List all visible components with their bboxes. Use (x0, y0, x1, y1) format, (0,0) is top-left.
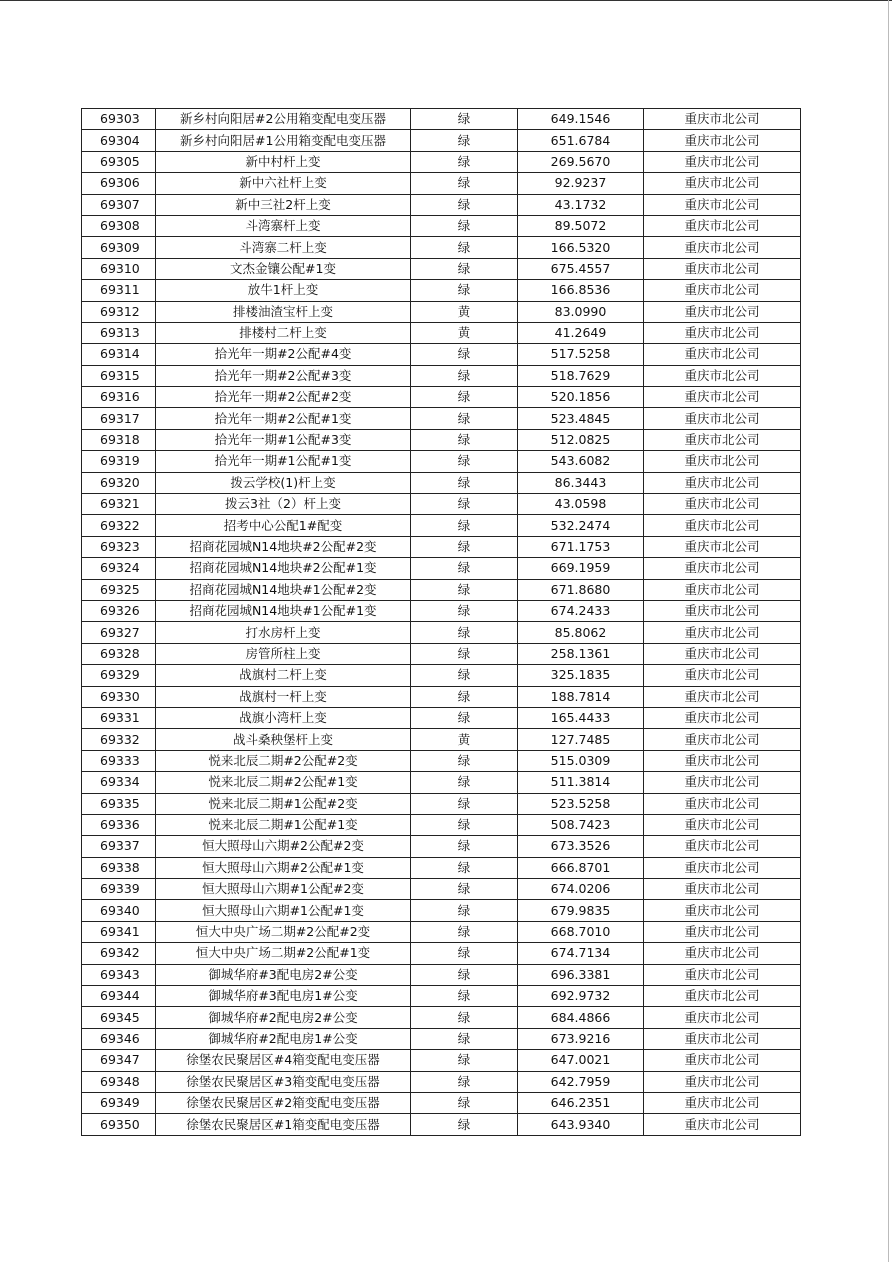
cell-id: 69327 (82, 622, 156, 643)
cell-value: 41.2649 (518, 322, 644, 343)
table-row (82, 322, 801, 343)
cell-value: 43.1732 (518, 194, 644, 215)
cell-company: 重庆市北公司 (644, 429, 801, 450)
cell-status: 绿 (411, 686, 518, 707)
cell-id: 69339 (82, 879, 156, 900)
cell-company: 重庆市北公司 (644, 707, 801, 728)
cell-name: 招商花园城N14地块#2公配#2变 (156, 536, 411, 557)
cell-company: 重庆市北公司 (644, 750, 801, 771)
cell-status: 绿 (411, 429, 518, 450)
table-row (82, 258, 801, 279)
cell-id: 69324 (82, 558, 156, 579)
cell-id: 69309 (82, 237, 156, 258)
cell-company: 重庆市北公司 (644, 964, 801, 985)
table-row (82, 772, 801, 793)
cell-name: 拾光年一期#1公配#3变 (156, 429, 411, 450)
cell-id: 69345 (82, 1007, 156, 1028)
cell-company: 重庆市北公司 (644, 130, 801, 151)
cell-id: 69331 (82, 707, 156, 728)
cell-company: 重庆市北公司 (644, 408, 801, 429)
cell-value: 89.5072 (518, 215, 644, 236)
cell-value: 647.0021 (518, 1050, 644, 1071)
table-row (82, 879, 801, 900)
cell-company: 重庆市北公司 (644, 921, 801, 942)
table-row (82, 301, 801, 322)
cell-value: 269.5670 (518, 151, 644, 172)
cell-value: 684.4866 (518, 1007, 644, 1028)
cell-company: 重庆市北公司 (644, 237, 801, 258)
cell-status: 绿 (411, 750, 518, 771)
cell-value: 649.1546 (518, 109, 644, 130)
cell-name: 招考中心公配1#配变 (156, 515, 411, 536)
cell-company: 重庆市北公司 (644, 772, 801, 793)
table-row (82, 237, 801, 258)
page-right-edge (888, 0, 889, 1262)
cell-name: 御城华府#2配电房2#公变 (156, 1007, 411, 1028)
cell-status: 绿 (411, 1071, 518, 1092)
cell-id: 69349 (82, 1092, 156, 1113)
table-row (82, 1050, 801, 1071)
transformer-table (81, 108, 801, 1136)
cell-status: 绿 (411, 1050, 518, 1071)
cell-status: 绿 (411, 665, 518, 686)
cell-name: 悦来北辰二期#2公配#2变 (156, 750, 411, 771)
cell-name: 斗湾寨二杆上变 (156, 237, 411, 258)
cell-value: 523.4845 (518, 408, 644, 429)
cell-company: 重庆市北公司 (644, 258, 801, 279)
cell-status: 绿 (411, 408, 518, 429)
cell-name: 恒大照母山六期#1公配#1变 (156, 900, 411, 921)
cell-company: 重庆市北公司 (644, 515, 801, 536)
table-row (82, 1071, 801, 1092)
cell-id: 69303 (82, 109, 156, 130)
table-row (82, 451, 801, 472)
cell-id: 69344 (82, 986, 156, 1007)
cell-company: 重庆市北公司 (644, 280, 801, 301)
table-row (82, 600, 801, 621)
cell-value: 166.8536 (518, 280, 644, 301)
cell-status: 黄 (411, 729, 518, 750)
cell-company: 重庆市北公司 (644, 729, 801, 750)
cell-id: 69307 (82, 194, 156, 215)
cell-name: 战斗桑秧堡杆上变 (156, 729, 411, 750)
cell-name: 房管所柱上变 (156, 643, 411, 664)
cell-value: 532.2474 (518, 515, 644, 536)
cell-value: 673.9216 (518, 1028, 644, 1049)
cell-name: 拾光年一期#2公配#2变 (156, 387, 411, 408)
cell-id: 69333 (82, 750, 156, 771)
cell-value: 517.5258 (518, 344, 644, 365)
table-row (82, 515, 801, 536)
table-row (82, 750, 801, 771)
table-row (82, 857, 801, 878)
cell-name: 文杰金镶公配#1变 (156, 258, 411, 279)
cell-id: 69319 (82, 451, 156, 472)
cell-status: 绿 (411, 1092, 518, 1113)
cell-name: 排楼油渣宝杆上变 (156, 301, 411, 322)
cell-company: 重庆市北公司 (644, 1071, 801, 1092)
cell-name: 徐堡农民聚居区#1箱变配电变压器 (156, 1114, 411, 1135)
cell-company: 重庆市北公司 (644, 814, 801, 835)
cell-company: 重庆市北公司 (644, 943, 801, 964)
cell-id: 69350 (82, 1114, 156, 1135)
cell-id: 69347 (82, 1050, 156, 1071)
cell-name: 拨云3社（2）杆上变 (156, 494, 411, 515)
cell-status: 绿 (411, 109, 518, 130)
cell-value: 543.6082 (518, 451, 644, 472)
cell-status: 绿 (411, 943, 518, 964)
cell-company: 重庆市北公司 (644, 1028, 801, 1049)
cell-id: 69313 (82, 322, 156, 343)
cell-name: 打水房杆上变 (156, 622, 411, 643)
cell-company: 重庆市北公司 (644, 1092, 801, 1113)
cell-company: 重庆市北公司 (644, 1114, 801, 1135)
cell-status: 绿 (411, 707, 518, 728)
cell-value: 165.4433 (518, 707, 644, 728)
cell-id: 69320 (82, 472, 156, 493)
table-row (82, 686, 801, 707)
cell-status: 绿 (411, 494, 518, 515)
cell-company: 重庆市北公司 (644, 387, 801, 408)
cell-name: 悦来北辰二期#2公配#1变 (156, 772, 411, 793)
cell-id: 69338 (82, 857, 156, 878)
cell-name: 御城华府#3配电房2#公变 (156, 964, 411, 985)
table-row (82, 194, 801, 215)
table-row (82, 215, 801, 236)
table-row (82, 280, 801, 301)
cell-value: 651.6784 (518, 130, 644, 151)
cell-id: 69337 (82, 836, 156, 857)
cell-id: 69321 (82, 494, 156, 515)
cell-status: 绿 (411, 1028, 518, 1049)
cell-status: 黄 (411, 322, 518, 343)
cell-value: 646.2351 (518, 1092, 644, 1113)
cell-name: 招商花园城N14地块#1公配#2变 (156, 579, 411, 600)
table-row (82, 622, 801, 643)
cell-name: 新乡村向阳居#1公用箱变配电变压器 (156, 130, 411, 151)
cell-company: 重庆市北公司 (644, 836, 801, 857)
table-row (82, 1007, 801, 1028)
cell-status: 绿 (411, 451, 518, 472)
cell-name: 悦来北辰二期#1公配#2变 (156, 793, 411, 814)
cell-value: 671.1753 (518, 536, 644, 557)
cell-name: 招商花园城N14地块#2公配#1变 (156, 558, 411, 579)
cell-value: 666.8701 (518, 857, 644, 878)
table-row (82, 579, 801, 600)
table-row (82, 130, 801, 151)
cell-status: 绿 (411, 579, 518, 600)
cell-id: 69334 (82, 772, 156, 793)
cell-id: 69335 (82, 793, 156, 814)
table-row (82, 707, 801, 728)
table-row (82, 986, 801, 1007)
cell-id: 69336 (82, 814, 156, 835)
cell-value: 325.1835 (518, 665, 644, 686)
cell-company: 重庆市北公司 (644, 579, 801, 600)
table-row (82, 943, 801, 964)
cell-company: 重庆市北公司 (644, 472, 801, 493)
cell-name: 新乡村向阳居#2公用箱变配电变压器 (156, 109, 411, 130)
cell-id: 69312 (82, 301, 156, 322)
cell-company: 重庆市北公司 (644, 879, 801, 900)
cell-name: 恒大照母山六期#2公配#2变 (156, 836, 411, 857)
cell-status: 绿 (411, 814, 518, 835)
cell-status: 黄 (411, 301, 518, 322)
cell-status: 绿 (411, 472, 518, 493)
cell-name: 恒大中央广场二期#2公配#2变 (156, 921, 411, 942)
cell-id: 69305 (82, 151, 156, 172)
table-row (82, 429, 801, 450)
cell-value: 674.0206 (518, 879, 644, 900)
cell-id: 69343 (82, 964, 156, 985)
table-row (82, 1028, 801, 1049)
cell-value: 696.3381 (518, 964, 644, 985)
cell-company: 重庆市北公司 (644, 301, 801, 322)
cell-company: 重庆市北公司 (644, 1007, 801, 1028)
cell-value: 668.7010 (518, 921, 644, 942)
cell-id: 69304 (82, 130, 156, 151)
cell-value: 85.8062 (518, 622, 644, 643)
cell-status: 绿 (411, 237, 518, 258)
table-row (82, 151, 801, 172)
cell-name: 战旗村一杆上变 (156, 686, 411, 707)
table-row (82, 729, 801, 750)
cell-id: 69323 (82, 536, 156, 557)
cell-status: 绿 (411, 622, 518, 643)
cell-status: 绿 (411, 921, 518, 942)
cell-status: 绿 (411, 280, 518, 301)
cell-company: 重庆市北公司 (644, 558, 801, 579)
cell-name: 徐堡农民聚居区#2箱变配电变压器 (156, 1092, 411, 1113)
cell-status: 绿 (411, 258, 518, 279)
cell-id: 69316 (82, 387, 156, 408)
table-row (82, 900, 801, 921)
cell-value: 92.9237 (518, 173, 644, 194)
table-row (82, 365, 801, 386)
cell-id: 69314 (82, 344, 156, 365)
table-row (82, 814, 801, 835)
cell-name: 招商花园城N14地块#1公配#1变 (156, 600, 411, 621)
cell-name: 战旗村二杆上变 (156, 665, 411, 686)
cell-id: 69325 (82, 579, 156, 600)
cell-value: 673.3526 (518, 836, 644, 857)
cell-value: 86.3443 (518, 472, 644, 493)
cell-status: 绿 (411, 1114, 518, 1135)
cell-status: 绿 (411, 793, 518, 814)
cell-status: 绿 (411, 515, 518, 536)
cell-company: 重庆市北公司 (644, 857, 801, 878)
table-row (82, 1114, 801, 1135)
cell-company: 重庆市北公司 (644, 686, 801, 707)
cell-value: 511.3814 (518, 772, 644, 793)
table-row (82, 387, 801, 408)
table-row (82, 793, 801, 814)
cell-id: 69329 (82, 665, 156, 686)
cell-value: 643.9340 (518, 1114, 644, 1135)
cell-status: 绿 (411, 964, 518, 985)
cell-company: 重庆市北公司 (644, 643, 801, 664)
cell-company: 重庆市北公司 (644, 365, 801, 386)
cell-value: 258.1361 (518, 643, 644, 664)
cell-company: 重庆市北公司 (644, 344, 801, 365)
cell-value: 515.0309 (518, 750, 644, 771)
table-row (82, 536, 801, 557)
cell-status: 绿 (411, 986, 518, 1007)
cell-status: 绿 (411, 1007, 518, 1028)
cell-company: 重庆市北公司 (644, 622, 801, 643)
cell-status: 绿 (411, 836, 518, 857)
table-row (82, 1092, 801, 1113)
cell-value: 674.2433 (518, 600, 644, 621)
cell-status: 绿 (411, 215, 518, 236)
cell-value: 674.7134 (518, 943, 644, 964)
table-row (82, 344, 801, 365)
cell-value: 83.0990 (518, 301, 644, 322)
cell-id: 69340 (82, 900, 156, 921)
cell-id: 69332 (82, 729, 156, 750)
table-row (82, 494, 801, 515)
cell-value: 671.8680 (518, 579, 644, 600)
cell-name: 徐堡农民聚居区#3箱变配电变压器 (156, 1071, 411, 1092)
table-row (82, 558, 801, 579)
cell-status: 绿 (411, 365, 518, 386)
table-row (82, 109, 801, 130)
cell-value: 520.1856 (518, 387, 644, 408)
cell-value: 692.9732 (518, 986, 644, 1007)
cell-company: 重庆市北公司 (644, 793, 801, 814)
cell-value: 512.0825 (518, 429, 644, 450)
cell-company: 重庆市北公司 (644, 536, 801, 557)
table-row (82, 643, 801, 664)
cell-name: 新中六社杆上变 (156, 173, 411, 194)
cell-value: 518.7629 (518, 365, 644, 386)
cell-id: 69318 (82, 429, 156, 450)
cell-value: 43.0598 (518, 494, 644, 515)
cell-name: 拾光年一期#2公配#3变 (156, 365, 411, 386)
table-body (82, 109, 801, 1136)
cell-name: 斗湾寨杆上变 (156, 215, 411, 236)
cell-status: 绿 (411, 344, 518, 365)
cell-id: 69306 (82, 173, 156, 194)
cell-name: 御城华府#2配电房1#公变 (156, 1028, 411, 1049)
cell-id: 69317 (82, 408, 156, 429)
cell-status: 绿 (411, 643, 518, 664)
cell-name: 恒大中央广场二期#2公配#1变 (156, 943, 411, 964)
cell-id: 69348 (82, 1071, 156, 1092)
cell-company: 重庆市北公司 (644, 1050, 801, 1071)
cell-name: 战旗小湾杆上变 (156, 707, 411, 728)
table-row (82, 964, 801, 985)
cell-company: 重庆市北公司 (644, 986, 801, 1007)
cell-name: 御城华府#3配电房1#公变 (156, 986, 411, 1007)
cell-id: 69341 (82, 921, 156, 942)
cell-id: 69311 (82, 280, 156, 301)
cell-id: 69328 (82, 643, 156, 664)
cell-value: 508.7423 (518, 814, 644, 835)
cell-value: 679.9835 (518, 900, 644, 921)
cell-status: 绿 (411, 600, 518, 621)
cell-value: 675.4557 (518, 258, 644, 279)
cell-id: 69315 (82, 365, 156, 386)
cell-id: 69326 (82, 600, 156, 621)
cell-status: 绿 (411, 130, 518, 151)
cell-status: 绿 (411, 194, 518, 215)
cell-status: 绿 (411, 857, 518, 878)
cell-name: 新中三社2杆上变 (156, 194, 411, 215)
cell-status: 绿 (411, 536, 518, 557)
cell-company: 重庆市北公司 (644, 322, 801, 343)
cell-name: 拨云学校(1)杆上变 (156, 472, 411, 493)
cell-name: 恒大照母山六期#2公配#1变 (156, 857, 411, 878)
cell-id: 69346 (82, 1028, 156, 1049)
cell-id: 69322 (82, 515, 156, 536)
table-row (82, 836, 801, 857)
cell-status: 绿 (411, 879, 518, 900)
cell-id: 69308 (82, 215, 156, 236)
cell-company: 重庆市北公司 (644, 451, 801, 472)
cell-company: 重庆市北公司 (644, 600, 801, 621)
table-row (82, 408, 801, 429)
cell-company: 重庆市北公司 (644, 494, 801, 515)
cell-value: 166.5320 (518, 237, 644, 258)
cell-name: 放牛1杆上变 (156, 280, 411, 301)
cell-id: 69330 (82, 686, 156, 707)
cell-status: 绿 (411, 772, 518, 793)
table-row (82, 173, 801, 194)
cell-name: 拾光年一期#2公配#4变 (156, 344, 411, 365)
cell-name: 徐堡农民聚居区#4箱变配电变压器 (156, 1050, 411, 1071)
cell-status: 绿 (411, 387, 518, 408)
cell-name: 拾光年一期#1公配#1变 (156, 451, 411, 472)
cell-value: 669.1959 (518, 558, 644, 579)
cell-name: 悦来北辰二期#1公配#1变 (156, 814, 411, 835)
cell-status: 绿 (411, 173, 518, 194)
cell-value: 127.7485 (518, 729, 644, 750)
cell-value: 188.7814 (518, 686, 644, 707)
cell-name: 排楼村二杆上变 (156, 322, 411, 343)
cell-name: 恒大照母山六期#1公配#2变 (156, 879, 411, 900)
table-row (82, 472, 801, 493)
page-top-border (0, 0, 892, 1)
cell-company: 重庆市北公司 (644, 151, 801, 172)
table-row (82, 921, 801, 942)
cell-company: 重庆市北公司 (644, 194, 801, 215)
cell-value: 523.5258 (518, 793, 644, 814)
cell-company: 重庆市北公司 (644, 215, 801, 236)
cell-name: 新中村杆上变 (156, 151, 411, 172)
cell-value: 642.7959 (518, 1071, 644, 1092)
cell-status: 绿 (411, 151, 518, 172)
cell-name: 拾光年一期#2公配#1变 (156, 408, 411, 429)
cell-status: 绿 (411, 558, 518, 579)
cell-id: 69310 (82, 258, 156, 279)
table-row (82, 665, 801, 686)
cell-company: 重庆市北公司 (644, 900, 801, 921)
cell-company: 重庆市北公司 (644, 109, 801, 130)
cell-company: 重庆市北公司 (644, 173, 801, 194)
cell-status: 绿 (411, 900, 518, 921)
cell-id: 69342 (82, 943, 156, 964)
cell-company: 重庆市北公司 (644, 665, 801, 686)
